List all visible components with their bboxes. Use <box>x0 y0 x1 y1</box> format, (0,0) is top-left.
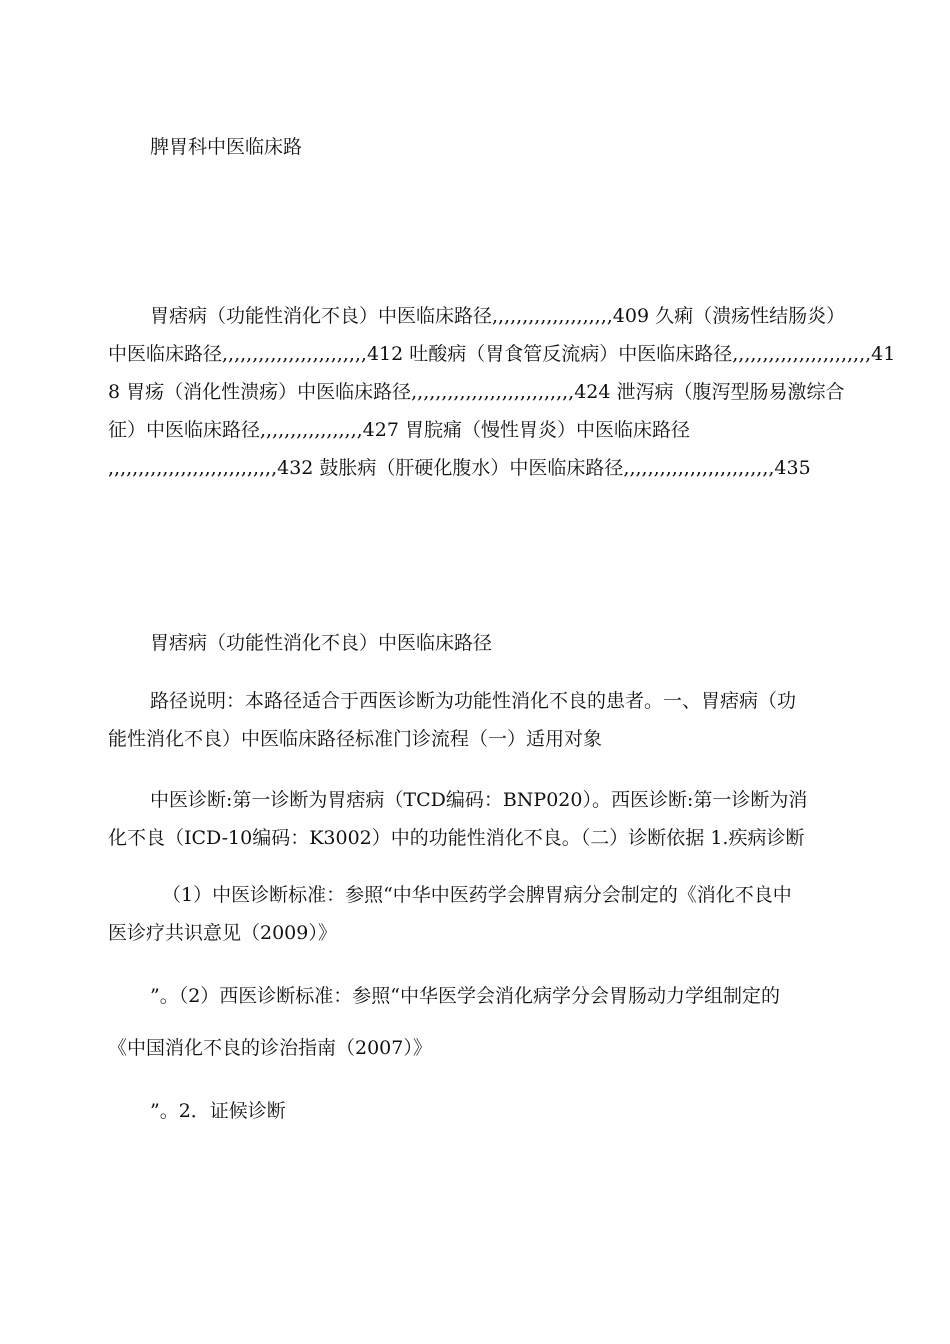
document-title: 脾胃科中医临床路 <box>150 136 303 158</box>
tcm-criteria-paragraph: （1）中医诊断标准：参照“中华中医药学会脾胃病分会制定的《消化不良中 医诊疗共识意见（2009）》 <box>108 884 792 944</box>
toc-line: 8 胃疡（消化性溃疡）中医临床路径,,,,,,,,,,,,,,,,,,,,,,,,,,,424 泄泻病（腹泻型肠易激综合 <box>108 381 845 403</box>
section-title: 胃痞病（功能性消化不良）中医临床路径 <box>150 632 493 654</box>
table-of-contents <box>108 297 896 487</box>
syndrome-diagnosis-heading: ”。2．证候诊断 <box>150 1100 286 1122</box>
toc-line: 中医临床路径,,,,,,,,,,,,,,,,,,,,,,,,412 吐酸病（胃食管反流病）中医临床路径,,,,,,,,,,,,,,,,,,,,,,,41 <box>108 343 896 365</box>
toc-line: 征）中医临床路径,,,,,,,,,,,,,,,,,427 胃脘痛（慢性胃炎）中医临床路径 <box>108 419 690 441</box>
wm-criteria-line: ”。（2）西医诊断标准：参照“中华医学会消化病学分会胃肠动力学组制定的 <box>150 985 781 1007</box>
wm-guideline-line: 《中国消化不良的诊治指南（2007）》 <box>108 1037 432 1059</box>
toc-line: 胃痞病（功能性消化不良）中医临床路径,,,,,,,,,,,,,,,,,,,,409 久痢（溃疡性结肠炎） <box>150 305 846 327</box>
route-description-paragraph: 路径说明：本路径适合于西医诊断为功能性消化不良的患者。一、胃痞病（功 能性消化不良）中医临床路径标准门诊流程（一）适用对象 <box>108 690 797 750</box>
diagnosis-paragraph: 中医诊断:第一诊断为胃痞病（TCD编码：BNP020）。西医诊断:第一诊断为消 化不良（ICD-10编码：K3002）中的功能性消化不良。（二）诊断依据 1.疾病诊断 <box>108 789 808 849</box>
toc-line: ,,,,,,,,,,,,,,,,,,,,,,,,,,,,432 鼓胀病（肝硬化腹水）中医临床路径,,,,,,,,,,,,,,,,,,,,,,,,,435 <box>108 457 811 479</box>
